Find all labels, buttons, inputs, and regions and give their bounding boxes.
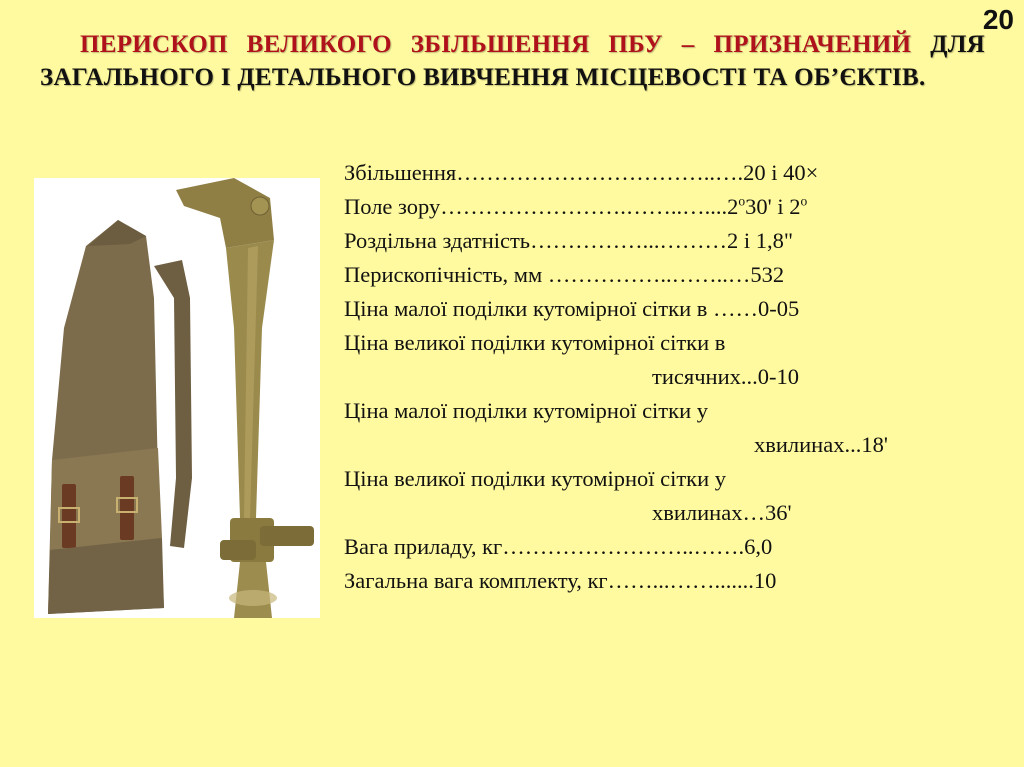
spec-resolution: Роздільна здатність……………...………2 і 1,8" [344,228,794,253]
case-bottom [48,538,164,614]
fov-deg1: o [738,193,746,209]
periscope-with-canvas-case-image [34,178,320,618]
eyepiece-left [220,540,256,560]
spec-large-division-thousandths: Ціна великої поділки кутомірної сітки в [344,330,726,355]
title-accent: ПЕРИСКОП ВЕЛИКОГО ЗБІЛЬШЕННЯ ПБУ – ПРИЗНАЧЕНИЙ [80,31,912,58]
slide-title [40,28,985,94]
spec-large-division-minutes-value: хвилинах…36' [652,500,792,525]
head-knob [251,197,269,215]
spec-small-division-thousandths: Ціна малої поділки кутомірної сітки в ……0-05 [344,296,800,321]
spec-device-weight: Вага приладу, кг……………………..…….6,0 [344,534,773,559]
buckle-strap-right [120,476,134,540]
mount-ring [229,590,277,606]
fov-deg2: o [800,193,808,209]
spec-total-weight: Загальна вага комплекту, кг……...…….......10 [344,568,777,593]
title-rest: ДЛЯ ЗАГАЛЬНОГО І ДЕТАЛЬНОГО ВИВЧЕННЯ МІСЦЕВОСТІ ТА ОБ’ЄКТІВ. [40,31,985,91]
slide-number: 20 [982,4,1014,35]
spec-small-division-minutes-value: хвилинах...18' [754,432,888,457]
periscope-photo [34,178,320,618]
spec-periscopicity: Перископічність, мм ……………..……..…532 [344,262,785,287]
eyepiece-right [260,526,314,546]
spec-small-division-minutes: Ціна малої поділки кутомірної сітки у [344,398,708,423]
specifications-list [344,156,944,598]
spec-large-division-thousandths-value: тисячних...0-10 [652,364,799,389]
buckle-strap-left [62,484,76,548]
spec-magnification: Збільшення……………………………..….20 і 40× [344,160,819,185]
spec-large-division-minutes: Ціна великої поділки кутомірної сітки у [344,466,727,491]
fov-text: Поле зору…………………….……..…....2 [344,194,739,219]
fov-min: 30' і 2 [745,194,801,219]
spec-field-of-view [344,190,944,224]
